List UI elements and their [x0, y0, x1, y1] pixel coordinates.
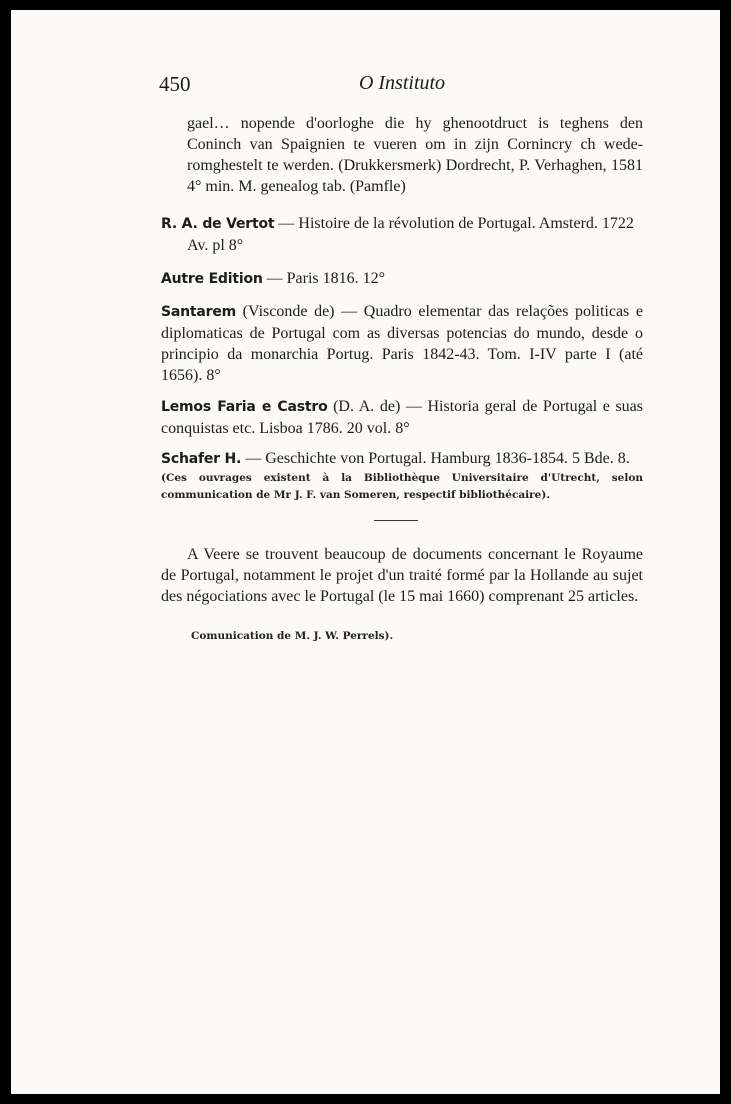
entry-author: Schafer H.: [161, 451, 242, 467]
library-note: (Ces ouvrages existent à la Bibliothèque Universitaire d'Utrecht, selon communication de Mr J. F. van Someren, respectif bibliothécaire).: [161, 472, 643, 501]
entry-title: (D. A. de) — Historia geral de Portugal e suas conquistas etc. Lisboa 1786. 20 vol. 8°: [161, 398, 644, 437]
section-divider: [374, 520, 418, 521]
closing-paragraph: A Veere se trouvent beaucoup de documents concernant le Royaume de Portugal, notamment le projet d'un traité formé par la Hollande au sujet des négociations avec le Portugal (le 15 mai 1660) comprenant 25 articles.: [161, 546, 643, 605]
bibliography-entry-vertot: [161, 213, 643, 256]
page-header: [159, 72, 645, 102]
bibliography-entry-santarem: [161, 301, 643, 386]
entry-author: Lemos Faria e Castro: [161, 399, 328, 415]
entry-title: — Paris 1816. 12°: [262, 270, 386, 287]
entry-title: — Histoire de la révolution de Portugal. Amsterd. 1722: [274, 215, 634, 232]
running-title: O Instituto: [358, 72, 446, 94]
document-page: [11, 10, 720, 1094]
bibliography-entry-autre-edition: [161, 268, 643, 290]
bibliography-entry-schafer: [161, 448, 643, 470]
page-number: 450: [159, 72, 191, 96]
entry-author: R. A. de Vertot: [161, 216, 275, 232]
entry-author: Santarem: [161, 304, 237, 320]
continuation-paragraph: gael… nopende d'oorloghe die hy ghenootdruct is teghens den Coninch van Spaignien te vueren om in zijn Cornincry ch wede-romghestelt te werden. (Drukkersmerk) Dordrecht, P. Verhaghen, 1581 4° min. M. genealog tab. (Pamfle): [187, 115, 643, 195]
entry-title: (Visconde de) — Quadro elementar das relações politicas e diplomaticas de Portugal com as diversas potencias do mundo, desde o principio da monarchia Portug. Paris 1842-43. Tom. I-IV parte I (até 1656). 8°: [161, 303, 643, 384]
communication-credit: Comunication de M. J. W. Perrels).: [191, 630, 394, 642]
entry-author: Autre Edition: [161, 271, 263, 287]
entry-title: — Geschichte von Portugal. Hamburg 1836-1854. 5 Bde. 8.: [241, 450, 630, 467]
entry-details: Av. pl 8°: [187, 237, 244, 254]
bibliography-entry-lemos: [161, 396, 643, 439]
